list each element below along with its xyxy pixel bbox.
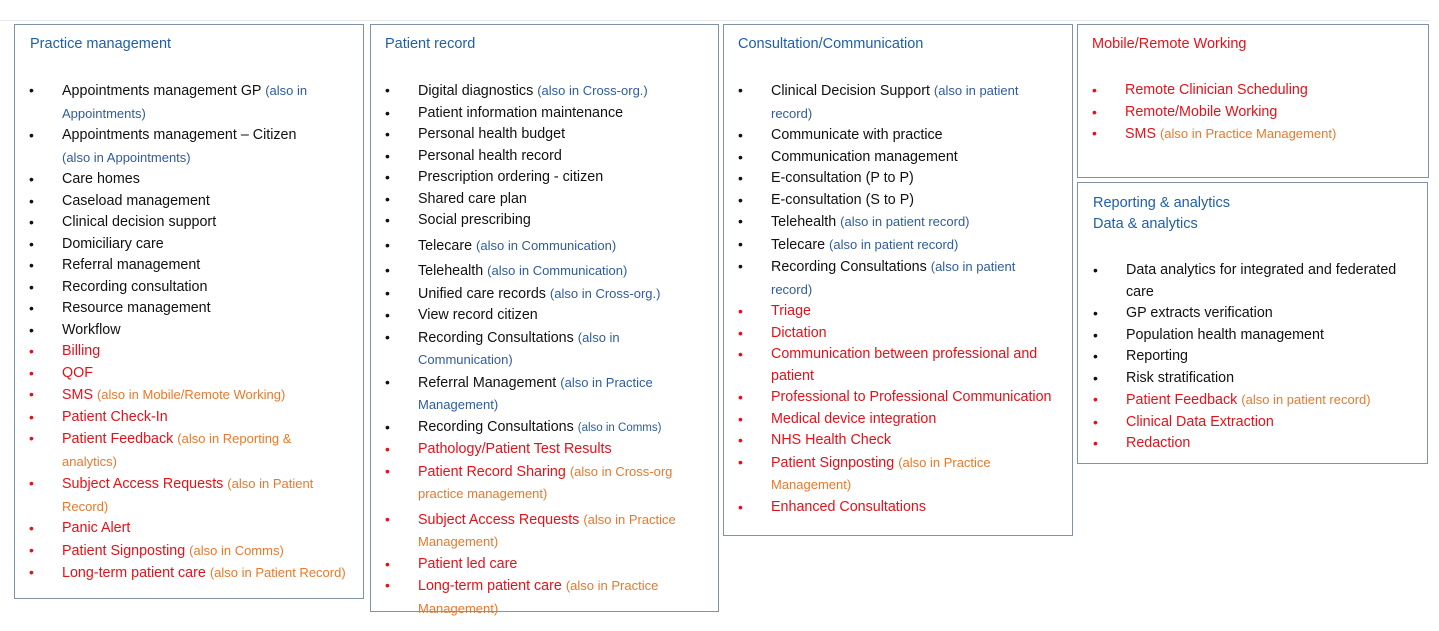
- bullet-icon: •: [1093, 369, 1098, 386]
- bullet-icon: •: [29, 278, 34, 295]
- item-note: (also in Appointments): [62, 83, 308, 121]
- item-label: Long-term patient care: [418, 578, 562, 594]
- list-item: [1093, 303, 1413, 325]
- top-divider: [0, 20, 1430, 21]
- list-item: [1093, 389, 1413, 412]
- item-note: (also in patient record): [829, 236, 959, 252]
- item-note: (also in Reporting & analytics): [62, 431, 292, 469]
- list-item: [29, 298, 349, 320]
- list-item: [29, 473, 349, 518]
- item-label: Communicate with practice: [771, 127, 943, 143]
- item-label: Clinical Decision Support: [771, 83, 930, 99]
- item-label: Data analytics for integrated and federated care: [1126, 262, 1397, 300]
- item-label: Enhanced Consultations: [771, 498, 926, 515]
- item-label: Patient Signposting: [62, 542, 190, 559]
- list-item: [29, 212, 349, 234]
- item-label: QOF: [62, 364, 93, 381]
- item-label: Reporting: [1126, 348, 1188, 364]
- item-note: (also in Communication): [487, 263, 628, 278]
- bullet-icon: •: [738, 148, 743, 165]
- bullet-icon: •: [385, 555, 390, 572]
- bullet-icon: •: [1093, 305, 1098, 321]
- list-item: [738, 452, 1060, 497]
- item-list: [385, 80, 709, 620]
- item-label: SMS: [62, 387, 93, 403]
- bullet-icon: •: [29, 430, 34, 446]
- list-item: [385, 146, 709, 168]
- bullet-icon: •: [29, 82, 34, 98]
- item-label: Resource management: [62, 300, 211, 316]
- item-note: (also in Comms): [577, 421, 662, 434]
- item-note: (also in Cross-org.): [537, 83, 648, 98]
- item-note: (also in Appointments): [62, 149, 191, 165]
- item-label: Prescription ordering - citizen: [418, 169, 604, 185]
- item-label: Panic Alert: [62, 520, 131, 536]
- list-item: [1093, 260, 1413, 303]
- item-label: Unified care records: [418, 285, 546, 302]
- bullet-icon: •: [385, 441, 390, 457]
- bullet-icon: •: [29, 541, 34, 558]
- item-list: [29, 80, 349, 585]
- item-label: Recording Consultations: [418, 329, 574, 346]
- item-list: [1093, 260, 1413, 455]
- bullet-icon: •: [385, 373, 390, 390]
- item-label: Patient led care: [418, 555, 518, 572]
- list-item: [29, 407, 349, 429]
- bullet-icon: •: [385, 190, 390, 207]
- bullet-icon: •: [738, 82, 743, 98]
- item-label: Patient Feedback: [62, 431, 174, 447]
- bullet-icon: •: [738, 432, 743, 448]
- panel-subtitle: Data & analytics: [1093, 216, 1198, 232]
- item-label: Billing: [62, 343, 101, 359]
- item-label: Personal health record: [418, 147, 562, 164]
- list-item: [385, 461, 709, 506]
- item-note: (also in Practice Management): [418, 511, 676, 549]
- bullet-icon: •: [29, 257, 34, 273]
- item-label: Population health management: [1126, 326, 1324, 343]
- bullet-icon: •: [385, 147, 390, 164]
- bullet-icon: •: [29, 235, 34, 252]
- bullet-icon: •: [29, 171, 34, 187]
- item-label: Long-term patient care: [62, 565, 206, 581]
- item-label: Personal health budget: [418, 126, 566, 142]
- bullet-icon: •: [385, 577, 390, 593]
- item-label: Care homes: [62, 171, 140, 187]
- item-note: (also in Comms): [189, 542, 284, 558]
- bullet-icon: •: [29, 214, 34, 230]
- list-item: [738, 430, 1060, 452]
- item-label: Referral management: [62, 257, 201, 273]
- item-note: (also in Cross-org practice management): [418, 463, 673, 501]
- list-item: [385, 210, 709, 232]
- bullet-icon: •: [29, 364, 34, 381]
- bullet-icon: •: [738, 410, 743, 427]
- bullet-icon: •: [738, 324, 743, 341]
- list-item: [385, 305, 709, 327]
- item-label: Domiciliary care: [62, 235, 164, 252]
- list-item: [385, 124, 709, 146]
- item-label: Patient Check-In: [62, 408, 168, 425]
- list-item: [738, 80, 1060, 125]
- list-item: [385, 327, 709, 372]
- item-label: Patient information maintenance: [418, 104, 624, 121]
- list-item: [738, 256, 1060, 301]
- list-item: [29, 277, 349, 299]
- list-item: [29, 540, 349, 563]
- bullet-icon: •: [738, 191, 743, 208]
- list-item: [385, 509, 709, 554]
- item-note: (also in Patient Record): [62, 476, 314, 514]
- list-item: [385, 189, 709, 211]
- item-label: Social prescribing: [418, 212, 531, 228]
- item-label: Telecare: [418, 237, 473, 254]
- bullet-icon: •: [29, 300, 34, 316]
- bullet-icon: •: [738, 346, 743, 362]
- bullet-icon: •: [738, 303, 743, 319]
- item-label: Telecare: [771, 236, 826, 253]
- item-note: (also in Patient Record): [209, 565, 346, 580]
- bullet-icon: •: [29, 343, 34, 359]
- list-item: [385, 417, 709, 440]
- bullet-icon: •: [29, 192, 34, 209]
- list-item: [29, 169, 349, 191]
- item-label: Subject Access Requests: [62, 476, 228, 492]
- item-label: Recording Consultations: [771, 259, 927, 275]
- item-label: Appointments management GP: [62, 83, 262, 99]
- list-item: [29, 234, 349, 256]
- panel-reporting-analytics: [1077, 182, 1428, 464]
- bullet-icon: •: [1093, 348, 1098, 364]
- list-item: [385, 372, 709, 417]
- item-label: Recording consultation: [62, 278, 208, 295]
- item-label: Medical device integration: [771, 410, 937, 427]
- item-label: Workflow: [62, 321, 121, 338]
- bullet-icon: •: [738, 453, 743, 470]
- bullet-icon: •: [29, 564, 34, 580]
- panel-consultation-communication: [723, 24, 1073, 536]
- list-item: [738, 344, 1060, 387]
- list-item: [29, 363, 349, 385]
- item-label: E-consultation (P to P): [771, 170, 914, 186]
- list-item: [385, 575, 709, 620]
- bullet-icon: •: [1092, 103, 1097, 120]
- bullet-icon: •: [738, 170, 743, 186]
- item-label: Professional to Professional Communication: [771, 389, 1052, 405]
- bullet-icon: •: [385, 126, 390, 142]
- item-note: (also in patient record): [1241, 392, 1371, 407]
- bullet-icon: •: [385, 462, 390, 479]
- bullet-icon: •: [29, 321, 34, 338]
- item-label: NHS Health Check: [771, 432, 891, 448]
- bullet-icon: •: [1093, 391, 1098, 407]
- item-note: (also in Practice Management): [1159, 126, 1337, 141]
- list-item: [385, 439, 709, 461]
- item-label: View record citizen: [418, 307, 538, 323]
- list-item: [29, 320, 349, 342]
- item-list: [1092, 80, 1412, 146]
- item-label: Shared care plan: [418, 190, 527, 207]
- bullet-icon: •: [385, 169, 390, 185]
- bullet-icon: •: [29, 408, 34, 425]
- item-label: Digital diagnostics: [418, 83, 534, 99]
- item-label: E-consultation (S to P): [771, 191, 915, 208]
- item-note: (also in Cross-org.): [549, 285, 661, 301]
- bullet-icon: •: [738, 235, 743, 252]
- bullet-icon: •: [385, 212, 390, 228]
- list-item: [385, 235, 709, 258]
- list-item: [29, 518, 349, 540]
- list-item: [1092, 123, 1412, 146]
- panel-title: Mobile/Remote Working: [1092, 36, 1247, 52]
- list-item: [738, 387, 1060, 409]
- list-item: [29, 125, 349, 169]
- list-item: [738, 168, 1060, 190]
- list-item: [29, 428, 349, 473]
- panel-title: Practice management: [30, 36, 172, 52]
- panel-title: Reporting & analytics: [1093, 195, 1231, 211]
- item-note: (also in Practice Management): [418, 578, 659, 616]
- bullet-icon: •: [385, 307, 390, 323]
- bullet-icon: •: [29, 475, 34, 491]
- item-note: (also in patient record): [771, 259, 1016, 297]
- bullet-icon: •: [385, 328, 390, 345]
- item-label: Telehealth: [418, 263, 484, 279]
- bullet-icon: •: [385, 510, 390, 527]
- item-label: Communication management: [771, 148, 958, 165]
- item-label: Remote Clinician Scheduling: [1125, 82, 1308, 98]
- panel-practice-management: [14, 24, 364, 599]
- item-note: (also in patient record): [840, 214, 970, 229]
- list-item: [1093, 433, 1413, 455]
- bullet-icon: •: [738, 498, 743, 515]
- list-item: [29, 80, 349, 125]
- bullet-icon: •: [1093, 435, 1098, 451]
- item-label: Recording Consultations: [418, 418, 574, 435]
- list-item: [29, 562, 349, 585]
- list-item: [1092, 80, 1412, 102]
- item-note: (also in Communication): [418, 329, 620, 367]
- list-item: [738, 301, 1060, 323]
- item-label: Triage: [771, 303, 811, 319]
- item-label: Patient Record Sharing: [418, 463, 566, 480]
- item-note: (also in Mobile/Remote Working): [96, 387, 286, 402]
- bullet-icon: •: [29, 127, 34, 143]
- bullet-icon: •: [385, 262, 390, 278]
- item-note: (also in patient record): [771, 83, 1019, 121]
- list-item: [385, 103, 709, 125]
- bullet-icon: •: [1092, 125, 1097, 141]
- item-label: Caseload management: [62, 192, 210, 209]
- list-item: [1093, 412, 1413, 434]
- list-item: [738, 497, 1060, 519]
- item-note: (also in Communication): [476, 237, 617, 253]
- item-label: Referral Management: [418, 374, 557, 391]
- list-item: [738, 323, 1060, 345]
- item-note: (also in Practice Management): [771, 454, 991, 492]
- item-label: Communication between professional and patient: [771, 346, 1038, 384]
- list-item: [1093, 325, 1413, 347]
- item-label: Clinical decision support: [62, 214, 217, 230]
- list-item: [738, 125, 1060, 147]
- item-label: Pathology/Patient Test Results: [418, 441, 612, 457]
- item-label: GP extracts verification: [1126, 305, 1273, 321]
- list-item: [1093, 346, 1413, 368]
- bullet-icon: •: [738, 127, 743, 143]
- bullet-icon: •: [738, 389, 743, 405]
- panel-mobile-remote-working: [1077, 24, 1429, 178]
- bullet-icon: •: [385, 418, 390, 435]
- bullet-icon: •: [1093, 262, 1098, 278]
- item-note: (also in Practice Management): [418, 374, 653, 412]
- list-item: [1093, 368, 1413, 390]
- list-item: [385, 554, 709, 576]
- list-item: [29, 384, 349, 407]
- bullet-icon: •: [738, 213, 743, 229]
- list-item: [385, 80, 709, 103]
- panel-title: Consultation/Communication: [738, 36, 924, 52]
- panel-title: Patient record: [385, 36, 476, 52]
- bullet-icon: •: [385, 236, 390, 253]
- item-label: Patient Signposting: [771, 454, 895, 471]
- list-item: [385, 283, 709, 306]
- bullet-icon: •: [385, 104, 390, 121]
- list-item: [29, 341, 349, 363]
- bullet-icon: •: [1093, 413, 1098, 430]
- item-label: Appointments management – Citizen: [62, 127, 297, 143]
- list-item: [738, 211, 1060, 234]
- list-item: [738, 147, 1060, 169]
- list-item: [738, 234, 1060, 257]
- list-item: [385, 260, 709, 283]
- bullet-icon: •: [29, 520, 34, 536]
- item-label: Patient Feedback: [1126, 392, 1238, 408]
- panel-patient-record: [370, 24, 719, 616]
- list-item: [385, 167, 709, 189]
- bullet-icon: •: [1093, 326, 1098, 343]
- item-label: Telehealth: [771, 214, 837, 230]
- bullet-icon: •: [385, 82, 390, 98]
- list-item: [29, 191, 349, 213]
- list-item: [1092, 102, 1412, 124]
- item-label: Remote/Mobile Working: [1125, 103, 1278, 120]
- bullet-icon: •: [1092, 82, 1097, 98]
- list-item: [29, 255, 349, 277]
- bullet-icon: •: [385, 284, 390, 301]
- item-list: [738, 80, 1060, 518]
- list-item: [738, 409, 1060, 431]
- bullet-icon: •: [29, 386, 34, 402]
- item-label: Risk stratification: [1126, 369, 1235, 386]
- item-label: Clinical Data Extraction: [1126, 413, 1274, 430]
- item-label: SMS: [1125, 126, 1156, 142]
- bullet-icon: •: [738, 258, 743, 274]
- list-item: [738, 190, 1060, 212]
- item-label: Dictation: [771, 324, 827, 341]
- item-label: Subject Access Requests: [418, 511, 580, 528]
- item-label: Redaction: [1126, 435, 1191, 451]
